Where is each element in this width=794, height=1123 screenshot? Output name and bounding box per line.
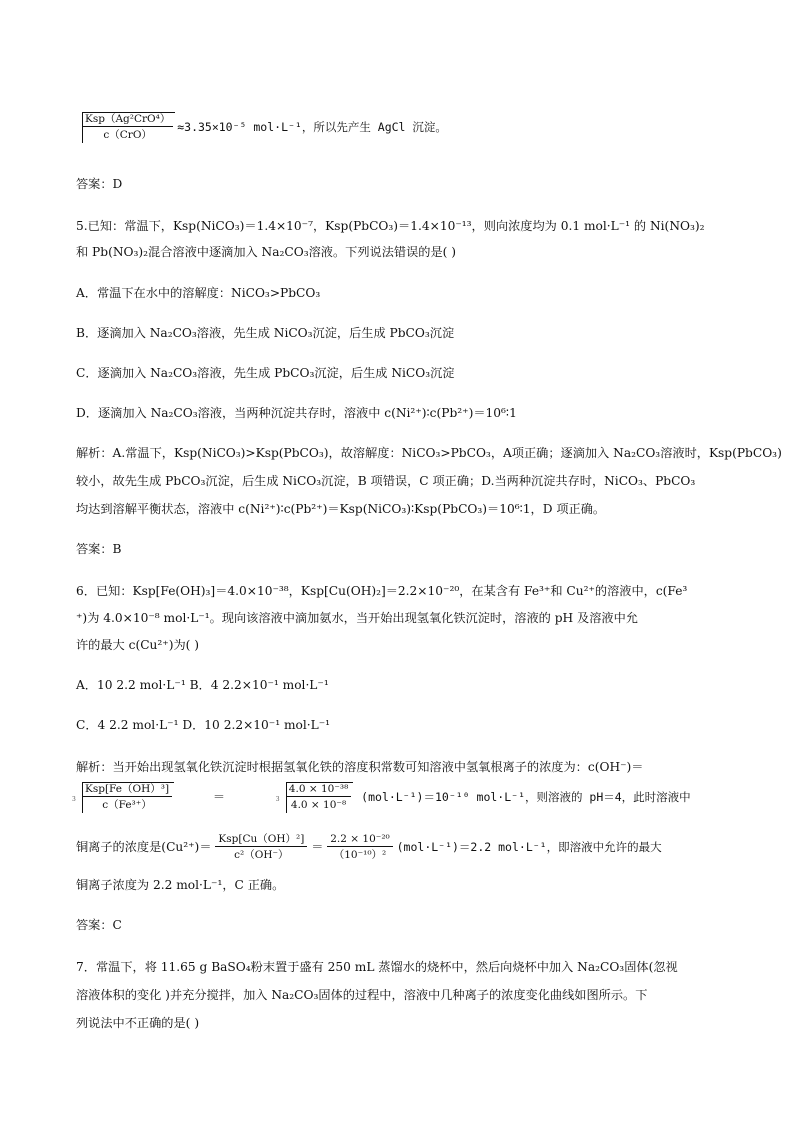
answer-q5: 答案：B <box>76 542 122 556</box>
q5-option-d: D．逐滴加入 Na₂CO₃溶液，当两种沉淀共存时，溶液中 c(Ni²⁺)∶c(Pb²⁺)＝10⁶∶1 <box>76 406 517 420</box>
answer-q6: 答案：C <box>76 918 122 932</box>
equals-sign: ＝ <box>212 790 226 804</box>
q6-stem-line1: 6．已知：Ksp[Fe(OH)₃]＝4.0×10⁻³⁸，Ksp[Cu(OH)₂]＝2.2×10⁻²⁰，在某含有 Fe³⁺和 Cu²⁺的溶液中，c(Fe³ <box>76 584 688 598</box>
q5-option-b: B．逐滴加入 Na₂CO₃溶液，先生成 NiCO₃沉淀，后生成 PbCO₃沉淀 <box>76 326 455 340</box>
answer-q4: 答案：D <box>76 177 123 191</box>
fraction <box>327 832 393 863</box>
q6-explanation-line1: 解析：当开始出现氢氧化铁沉淀时根据氢氧化铁的溶度积常数可知溶液中氢氧根离子的浓度为：c(OH⁻)＝ <box>76 760 644 774</box>
q5-explanation-line3: 均达到溶解平衡状态，溶液中 c(Ni²⁺)∶c(Pb²⁺)＝Ksp(NiCO₃)∶Ksp(PbCO₃)＝10⁶∶1，D 项正确。 <box>76 502 606 516</box>
q5-option-c: C．逐滴加入 Na₂CO₃溶液，先生成 PbCO₃沉淀，后生成 NiCO₃沉淀 <box>76 366 455 380</box>
fraction-denominator: c²（OH⁻） <box>234 849 289 861</box>
q7-stem-line1: 7．常温下，将 11.65 g BaSO₄粉末置于盛有 250 mL 蒸馏水的烧杯中，然后向烧杯中加入 Na₂CO₃固体(忽视 <box>76 960 678 974</box>
formula-tail: ≈3.35×10⁻⁵ mol·L⁻¹，所以先产生 AgCl 沉淀。 <box>177 120 447 134</box>
fraction-numerator: Ksp（Ag²CrO⁴） <box>82 112 173 127</box>
q7-stem-line2: 溶液体积的变化 )并充分搅拌，加入 Na₂CO₃固体的过程中，溶液中几种离子的浓度变化曲线如图所示。下 <box>76 988 648 1002</box>
q5-explanation-line1: 解析：A.常温下，Ksp(NiCO₃)>Ksp(PbCO₃)，故溶解度：NiCO₃>PbCO₃，A项正确；逐滴加入 Na₂CO₃溶液时，Ksp(PbCO₃) <box>76 446 782 460</box>
q5-explanation-line2: 较小，故先生成 PbCO₃沉淀，后生成 NiCO₃沉淀，B 项错误，C 项正确；D.当两种沉淀共存时，NiCO₃、PbCO₃ <box>76 474 696 488</box>
q5-stem-line1: 5.已知：常温下，Ksp(NiCO₃)＝1.4×10⁻⁷，Ksp(PbCO₃)＝1.4×10⁻¹³，则向浓度均为 0.1 mol·L⁻¹ 的 Ni(NO₃)₂ <box>76 219 705 233</box>
q6-formula-line1 <box>72 782 691 826</box>
q5-stem-line2: 和 Pb(NO₃)₂混合溶液中逐滴加入 Na₂CO₃溶液。下列说法错误的是( ) <box>76 245 457 259</box>
formula-tail: (mol·L⁻¹)＝10⁻¹⁰ mol·L⁻¹，则溶液的 pH＝4，此时溶液中 <box>361 790 691 804</box>
fraction-numerator: 2.2 × 10⁻²⁰ <box>327 832 393 847</box>
explanation-head: 铜离子的浓度是(Cu²⁺)＝ <box>76 840 212 854</box>
q7-stem-line3: 列说法中不正确的是( ) <box>76 1016 200 1030</box>
q6-options-cd: C．4 2.2 mol·L⁻¹ D．10 2.2×10⁻¹ mol·L⁻¹ <box>76 718 331 732</box>
fraction-denominator: 4.0 × 10⁻⁸ <box>290 799 347 811</box>
cube-root-expression-2: 3 $\frac{\text{4.0 × 10⁻³⁸}}{\text{4.0 × 10⁻⁸}}$ <box>286 782 352 813</box>
formula-line-top <box>76 112 447 152</box>
q6-formula-line2 <box>76 832 662 870</box>
equals-sign: ＝ <box>311 840 324 854</box>
sqrt-expression <box>82 112 173 143</box>
q6-stem-line3: 许的最大 c(Cu²⁺)为( ) <box>76 638 200 652</box>
fraction-numerator: 4.0 × 10⁻³⁸ <box>286 782 352 797</box>
q5-option-a: A．常温下在水中的溶解度：NiCO₃>PbCO₃ <box>76 286 321 300</box>
q6-options-ab: A．10 2.2 mol·L⁻¹ B．4 2.2×10⁻¹ mol·L⁻¹ <box>76 678 329 692</box>
fraction-numerator: Ksp[Fe（OH）³] <box>82 782 172 797</box>
fraction-denominator: c（CrO） <box>103 129 152 141</box>
q6-stem-line2: ⁺)为 4.0×10⁻⁸ mol·L⁻¹。现向该溶液中滴加氨水，当开始出现氢氧化铁沉淀时，溶液的 pH 及溶液中允 <box>76 611 638 625</box>
fraction <box>215 832 307 863</box>
fraction-numerator: Ksp[Cu（OH）²] <box>215 832 307 847</box>
q6-explanation-line4: 铜离子浓度为 2.2 mol·L⁻¹，C 正确。 <box>76 878 285 892</box>
formula-tail: (mol·L⁻¹)＝2.2 mol·L⁻¹，即溶液中允许的最大 <box>396 840 662 854</box>
fraction <box>82 112 173 143</box>
fraction-denominator: （10⁻¹⁰）² <box>333 849 387 861</box>
cube-root-expression-1: 3 $\frac{\text{Ksp[Fe（OH）³]}}{\text{c（Fe³⁺）}}$ <box>82 782 172 813</box>
fraction-denominator: c（Fe³⁺） <box>102 799 152 811</box>
